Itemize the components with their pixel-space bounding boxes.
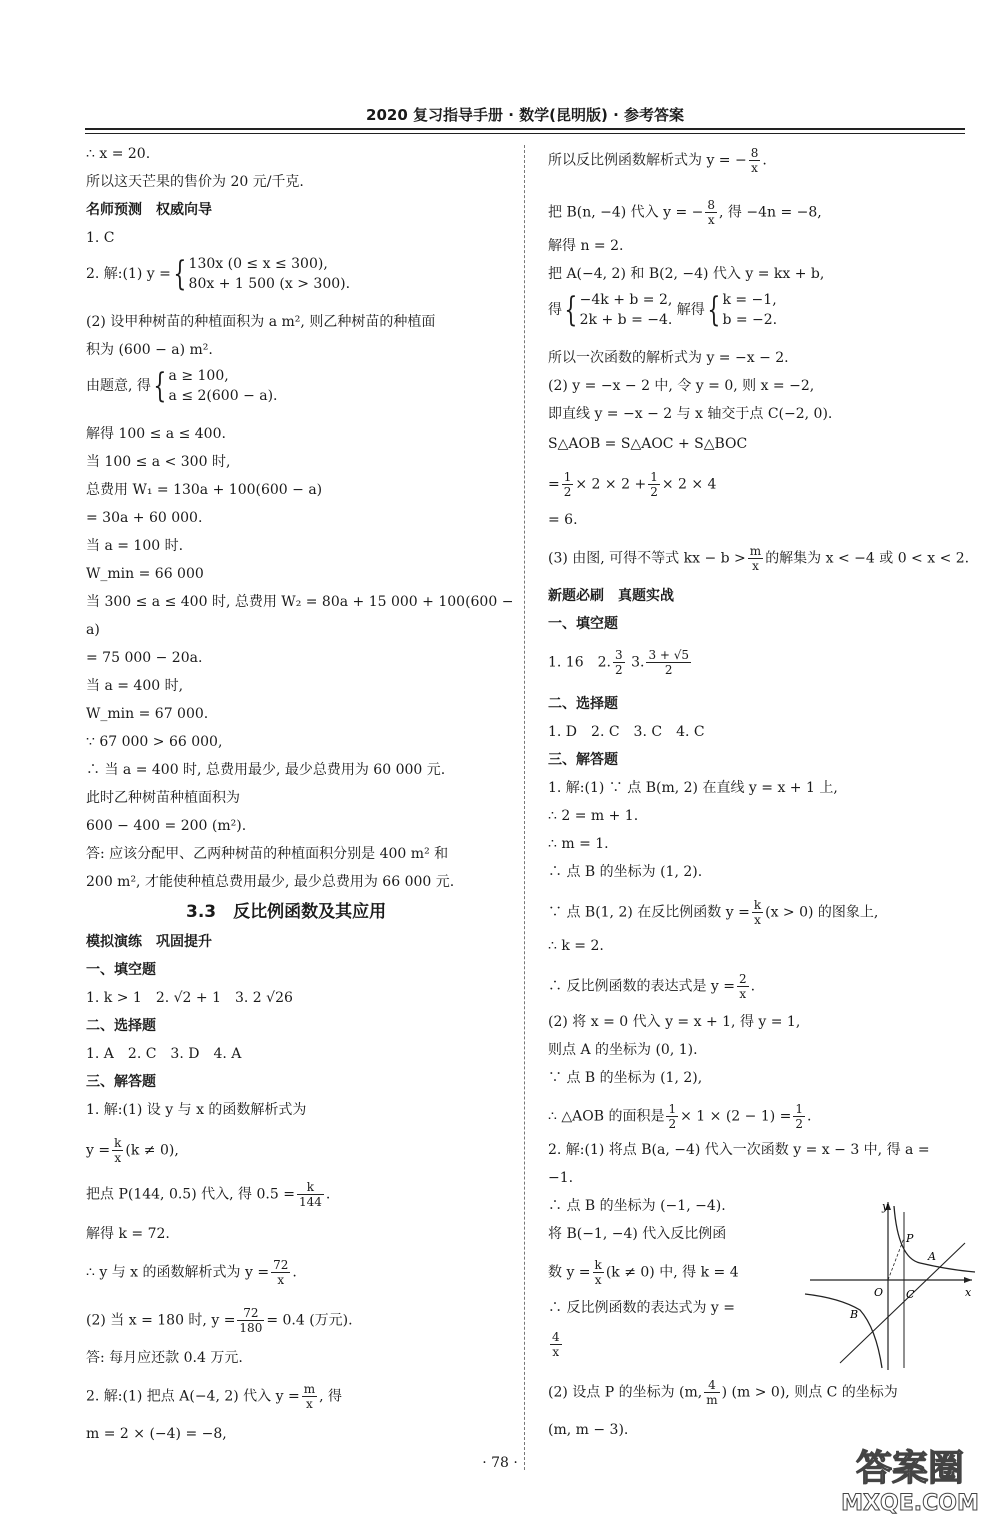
sys-row: k = −1, [722, 292, 777, 308]
numerator: k [114, 1136, 122, 1150]
numerator: 72 [273, 1258, 289, 1272]
formula-line [548, 972, 755, 1001]
denominator: x [114, 1151, 122, 1165]
brace: { [173, 254, 187, 294]
text-span: (k ≠ 0), [125, 1142, 179, 1159]
equation-system [722, 290, 777, 330]
subsection-heading: 名师预测 权威向导 [86, 202, 212, 218]
subsection-heading: 三、解答题 [86, 1074, 156, 1090]
denominator: x [306, 1397, 313, 1411]
fraction [648, 470, 660, 499]
text-line: 所以这天芒果的售价为 20 元/千克. [86, 174, 304, 190]
formula-line [86, 1136, 179, 1165]
fraction [666, 1102, 678, 1131]
label-origin: O [874, 1286, 884, 1299]
label-x: x [965, 1286, 972, 1299]
text-span: , 得 [319, 1388, 343, 1405]
text-span: × 1 × (2 − 1) = [680, 1108, 792, 1125]
fraction [752, 898, 763, 927]
formula-line [548, 648, 693, 677]
text-line: 则点 A 的坐标为 (0, 1). [548, 1042, 698, 1058]
text-line: W_min = 67 000. [86, 706, 209, 722]
fraction [613, 648, 625, 677]
denominator: 2 [614, 663, 623, 677]
text-span: (2) 当 x = 180 时, y = [86, 1312, 236, 1329]
text-line: ∵ 67 000 > 66 000, [86, 734, 223, 750]
numerator: 3 [614, 648, 623, 662]
text-span: ∴ y 与 x 的函数解析式为 y = [86, 1264, 270, 1281]
formula-line [548, 1378, 898, 1407]
header-rule-thick [85, 128, 965, 130]
text-span: 所以反比例函数解析式为 y = − [548, 152, 747, 169]
subsection-heading: 模拟演练 巩固提升 [86, 934, 212, 950]
column-divider [524, 145, 525, 1470]
text-line: = 75 000 − 20a. [86, 650, 203, 666]
text-line: 解得 k = 72. [86, 1226, 170, 1242]
label-a: A [928, 1250, 936, 1263]
text-span: . [807, 1108, 812, 1125]
fraction [562, 470, 574, 499]
fraction [271, 1258, 290, 1287]
numerator: 8 [707, 198, 716, 212]
denominator: x [594, 1273, 602, 1287]
x-axis-arrow [964, 1277, 972, 1283]
text-line: 积为 (600 − a) m². [86, 342, 213, 358]
equation-system [169, 366, 278, 406]
text-line: ∴ 点 B 的坐标为 (1, 2). [548, 864, 703, 880]
fraction [748, 544, 763, 573]
text-span: . [750, 978, 756, 995]
fraction [302, 1382, 317, 1411]
fraction [749, 146, 761, 175]
sys-row: 2k + b = −4. [579, 312, 673, 328]
text-span: ∴ 反比例函数的表达式是 y = [548, 978, 735, 995]
numerator: k [594, 1258, 602, 1272]
denominator: 2 [664, 663, 673, 677]
text-span: (2) 设点 P 的坐标为 (m, [548, 1384, 703, 1401]
text-line: 答: 应该分配甲、乙两种树苗的种植面积分别是 400 m² 和 [86, 846, 449, 862]
watermark-logo [830, 1440, 990, 1515]
numerator: 1 [668, 1102, 677, 1116]
fraction [793, 1102, 805, 1131]
sys-row: −4k + b = 2, [579, 292, 673, 308]
text-line: S△AOB = S△AOC + S△BOC [548, 436, 748, 452]
text-line: 2. 解:(1) 将点 B(a, −4) 代入一次函数 y = x − 3 中, 得 a = [548, 1142, 930, 1158]
text-line: 将 B(−1, −4) 代入反比例函 [548, 1226, 727, 1242]
text-line: (2) 设甲种树苗的种植面积为 a m², 则乙种树苗的种植面 [86, 314, 436, 330]
text-span: . [292, 1264, 297, 1281]
text-line: 解得 n = 2. [548, 238, 624, 254]
text-span: 把 B(n, −4) 代入 y = − [548, 204, 704, 221]
sys-row: 130x (0 ≤ x ≤ 300), [188, 256, 328, 272]
formula-line [548, 146, 767, 175]
header-rule-thin [85, 133, 965, 134]
text-span: 3. [631, 654, 645, 671]
label-p: P [906, 1232, 914, 1245]
text-span: 数 y = [548, 1264, 591, 1281]
equation-system [580, 290, 673, 330]
formula-line [548, 544, 969, 573]
subsection-heading: 三、解答题 [548, 752, 618, 768]
text-span: 解得 [676, 302, 705, 318]
formula-line [548, 898, 878, 927]
text-line: a) [86, 622, 100, 638]
denominator: x [277, 1273, 285, 1287]
subsection-heading: 二、选择题 [548, 696, 618, 712]
header-title: 2020 复习指导手册 · 数学(昆明版) · 参考答案 [366, 106, 684, 124]
subsection-heading: 新题必刷 真题实战 [548, 588, 674, 604]
numerator: 1 [650, 470, 658, 484]
fraction [112, 1136, 123, 1165]
subsection-heading: 二、选择题 [86, 1018, 156, 1034]
text-line: 即直线 y = −x − 2 与 x 轴交于点 C(−2, 0). [548, 406, 833, 422]
text-line: 当 100 ≤ a < 300 时, [86, 454, 231, 470]
watermark-text: 答案圈 [855, 1448, 965, 1489]
page-number: · 78 · [482, 1455, 518, 1471]
text-span: (x > 0) 的图象上, [765, 904, 879, 921]
denominator: 144 [298, 1195, 322, 1209]
text-line: −1. [548, 1170, 574, 1186]
numerator: k [297, 1180, 324, 1195]
brace: { [707, 290, 721, 330]
hyperbola-branch-lower [805, 1294, 882, 1368]
text-span: 2. 解:(1) y = [86, 266, 171, 282]
text-span: 1. 16 2. [548, 654, 611, 671]
text-span: 2. 解:(1) 把点 A(−4, 2) 代入 y = [86, 1388, 300, 1405]
denominator: 180 [239, 1321, 263, 1335]
text-line: ∴ 点 B 的坐标为 (−1, −4). [548, 1198, 726, 1214]
text-span: 的解集为 x < −4 或 0 < x < 2. [765, 550, 970, 567]
text-span: ) (m > 0), 则点 C 的坐标为 [721, 1384, 898, 1401]
text-line: 600 − 400 = 200 (m²). [86, 818, 247, 834]
text-line: (2) y = −x − 2 中, 令 y = 0, 则 x = −2, [548, 378, 815, 394]
text-span: 得 [548, 302, 562, 318]
brace: { [153, 366, 167, 406]
text-line: 答: 每月应还款 0.4 万元. [86, 1350, 243, 1366]
text-span: × 2 × 4 [661, 476, 717, 493]
text-line: 1. 解:(1) 设 y 与 x 的函数解析式为 [86, 1102, 307, 1118]
text-span: × 2 × 2 + [575, 476, 647, 493]
text-span: = 0.4 (万元). [266, 1312, 353, 1329]
page-header [85, 100, 965, 136]
text-span: = [548, 476, 560, 493]
piecewise-line [86, 254, 350, 294]
text-line: 总费用 W₁ = 130a + 100(600 − a) [86, 482, 323, 498]
text-line: ∴ 反比例函数的表达式为 y = [548, 1300, 735, 1316]
numerator: k [753, 898, 762, 912]
fraction [297, 1180, 324, 1209]
system-line [548, 290, 777, 330]
text-line: = 6. [548, 512, 578, 528]
sys-row: 80x + 1 500 (x > 300). [188, 276, 351, 292]
text-line: ∴ k = 2. [548, 938, 604, 954]
text-span: y = [86, 1142, 111, 1159]
formula-line [548, 1258, 739, 1287]
fraction [705, 198, 717, 227]
text-span: (3) 由图, 可得不等式 kx − b > [548, 550, 746, 567]
function-graph [800, 1198, 980, 1378]
denominator: x [751, 161, 758, 175]
watermark-url: MXQE.COM [841, 1491, 979, 1515]
denominator: x [739, 987, 747, 1001]
text-span: ∴ △AOB 的面积是 [548, 1108, 665, 1125]
text-span: , 得 −4n = −8, [719, 204, 822, 221]
label-b: B [850, 1308, 859, 1321]
subsection-heading: 一、填空题 [548, 616, 618, 632]
numerator: 3 + √5 [648, 648, 690, 662]
text-line: 解得 100 ≤ a ≤ 400. [86, 426, 226, 442]
numerator: 8 [750, 146, 759, 160]
system-line [86, 366, 278, 406]
denominator: x [752, 559, 759, 573]
numerator: 4 [552, 1330, 560, 1344]
equation-system [189, 254, 351, 294]
text-span: . [325, 1186, 331, 1203]
formula-line [548, 1330, 564, 1359]
section-title: 3.3 反比例函数及其应用 [186, 902, 387, 922]
numerator: 4 [704, 1378, 719, 1393]
denominator: 2 [563, 485, 572, 499]
text-line: 200 m², 才能使种植总费用最少, 最少总费用为 66 000 元. [86, 874, 455, 890]
text-line: W_min = 66 000 [86, 566, 204, 582]
denominator: 2 [668, 1117, 677, 1131]
text-line: 1. A 2. C 3. D 4. A [86, 1046, 242, 1062]
sys-row: b = −2. [722, 312, 778, 328]
text-line: ∴ x = 20. [86, 146, 151, 162]
formula-line [86, 1382, 342, 1411]
formula-line [86, 1180, 330, 1209]
sys-row: a ≤ 2(600 − a). [168, 388, 278, 404]
text-line: m = 2 × (−4) = −8, [86, 1426, 227, 1442]
text-span: . [762, 152, 767, 169]
text-line: 当 a = 400 时, [86, 678, 184, 694]
denominator: x [707, 213, 715, 227]
text-line: (m, m − 3). [548, 1422, 629, 1438]
text-line: 1. C [86, 230, 115, 246]
text-line: ∴ m = 1. [548, 836, 609, 852]
text-span: 把点 P(144, 0.5) 代入, 得 0.5 = [86, 1186, 295, 1203]
text-line: 1. k > 1 2. √2 + 1 3. 2 √26 [86, 990, 293, 1006]
label-c: C [906, 1288, 915, 1301]
brace: { [564, 290, 578, 330]
formula-line [86, 1258, 297, 1287]
numerator: 1 [563, 470, 572, 484]
denominator: 2 [795, 1117, 804, 1131]
text-line: 把 A(−4, 2) 和 B(2, −4) 代入 y = kx + b, [548, 266, 825, 282]
denominator: 2 [650, 485, 658, 499]
fraction [704, 1378, 719, 1407]
linear-function-line [840, 1243, 965, 1363]
formula-line [548, 1102, 811, 1131]
text-line: ∵ 点 B 的坐标为 (1, 2), [548, 1070, 703, 1086]
text-span: ∵ 点 B(1, 2) 在反比例函数 y = [548, 904, 750, 921]
text-line: 当 300 ≤ a ≤ 400 时, 总费用 W₂ = 80a + 15 000 + 100(600 − [86, 594, 514, 610]
text-line: ∴ 2 = m + 1. [548, 808, 639, 824]
formula-line [86, 1306, 353, 1335]
numerator: m [303, 1382, 316, 1396]
numerator: m [749, 544, 762, 558]
fraction [593, 1258, 604, 1287]
denominator: x [754, 913, 761, 927]
text-line: 此时乙种树苗种植面积为 [86, 790, 240, 806]
text-span: 由题意, 得 [86, 378, 151, 394]
numerator: 2 [739, 972, 747, 986]
numerator: 72 [237, 1306, 264, 1321]
formula-line [548, 470, 716, 499]
denominator: x [552, 1345, 560, 1359]
label-y: y [882, 1200, 889, 1213]
formula-line [548, 198, 822, 227]
subsection-heading: 一、填空题 [86, 962, 156, 978]
text-line: = 30a + 60 000. [86, 510, 203, 526]
text-line: 1. 解:(1) ∵ 点 B(m, 2) 在直线 y = x + 1 上, [548, 780, 838, 796]
text-line: 当 a = 100 时. [86, 538, 184, 554]
denominator: m [706, 1393, 718, 1407]
fraction [237, 1306, 264, 1335]
fraction [646, 648, 691, 677]
sys-row: a ≥ 100, [168, 368, 229, 384]
numerator: 1 [795, 1102, 804, 1116]
text-line: 1. D 2. C 3. C 4. C [548, 724, 705, 740]
text-line: (2) 将 x = 0 代入 y = x + 1, 得 y = 1, [548, 1014, 801, 1030]
text-line: ∴ 当 a = 400 时, 总费用最少, 最少总费用为 60 000 元. [86, 762, 446, 778]
fraction [737, 972, 749, 1001]
text-span: (k ≠ 0) 中, 得 k = 4 [605, 1264, 739, 1281]
text-line: 所以一次函数的解析式为 y = −x − 2. [548, 350, 789, 366]
fraction [550, 1330, 562, 1359]
